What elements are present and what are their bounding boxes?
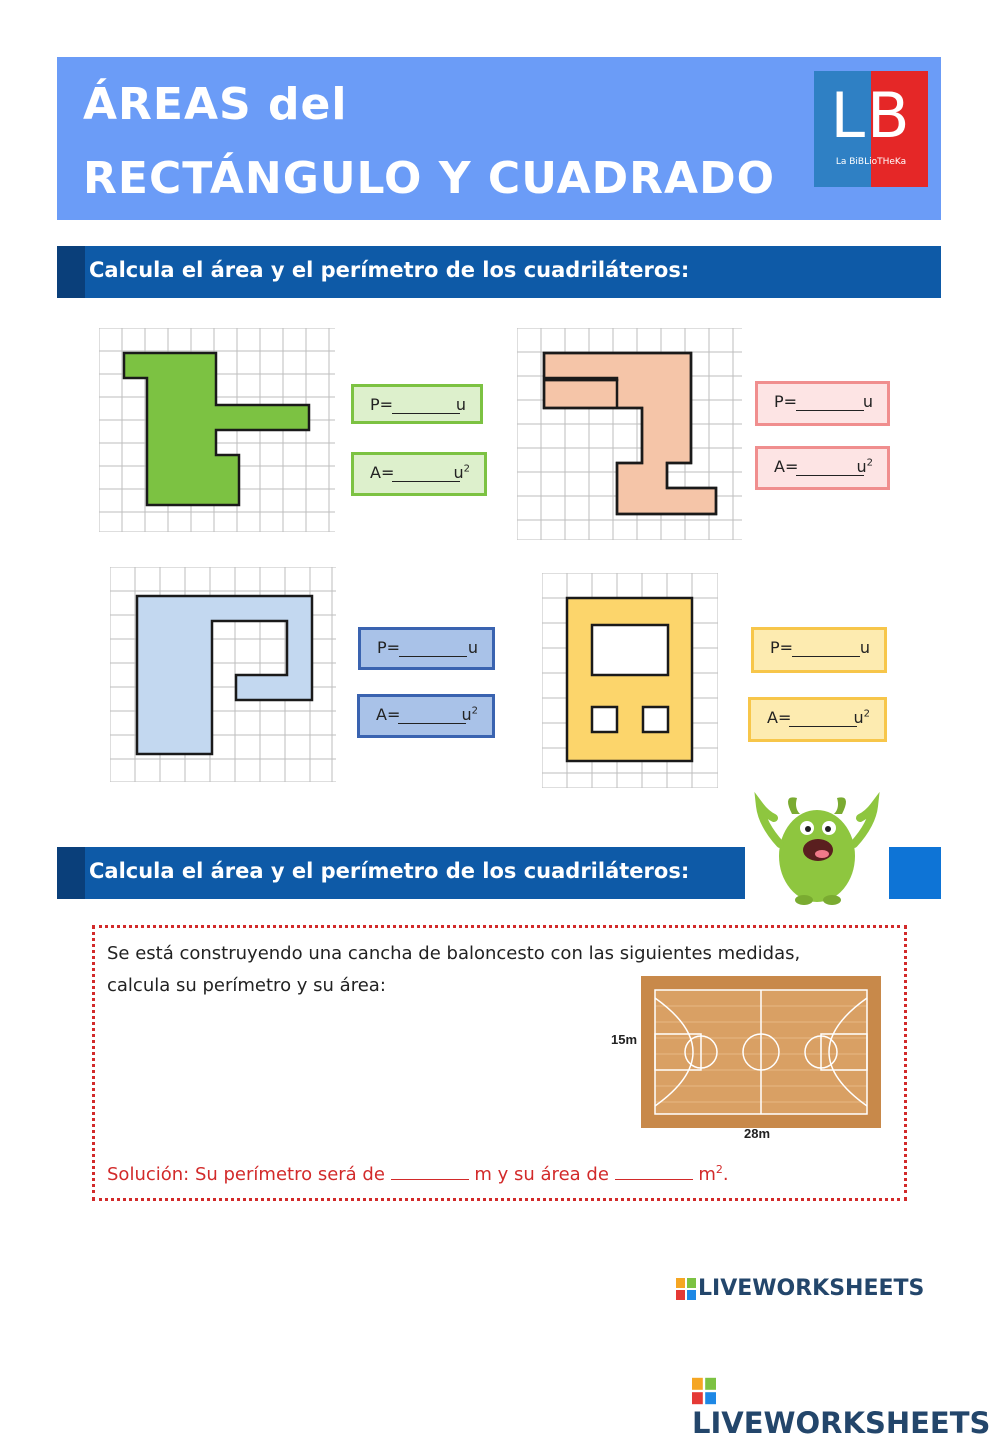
grid-figure-1 (99, 328, 335, 532)
area-answer-box-2[interactable]: A= $u^2$ (755, 446, 890, 490)
court-height-label: 15m (611, 1032, 638, 1047)
solution-line: Solución: Su perímetro será de m y su área de $m^2$. (107, 1163, 729, 1185)
liveworksheets-watermark-icon (692, 1377, 716, 1405)
section-1-title: Calcula el área y el perímetro de los cuadriláteros: (89, 258, 690, 282)
section-2-bar-end (889, 847, 941, 899)
yellow-shape (567, 598, 692, 761)
section-2-bar (57, 847, 745, 899)
blue-shape (137, 596, 312, 754)
perimeter-answer-box-2[interactable]: P= u (755, 381, 890, 426)
area-answer-box-1[interactable]: A= $u^2$ (351, 452, 487, 496)
grid-figure-4 (542, 573, 718, 788)
logo-caption: La BiBLioTHeKa (835, 157, 907, 167)
header-banner (57, 57, 941, 220)
title-line-2: RECTÁNGULO Y CUADRADO (83, 153, 776, 204)
logo-letters: LB (830, 79, 912, 152)
perimeter-answer-box-4[interactable]: P= u (751, 627, 887, 673)
la-bibliotheka-logo (814, 71, 928, 187)
section-2-title: Calcula el área y el perímetro de los cuadriláteros: (89, 859, 690, 883)
area-blank[interactable] (615, 1179, 693, 1180)
section-1-bar (57, 246, 941, 298)
grid-figure-2 (517, 328, 742, 540)
perimeter-blank[interactable] (391, 1179, 469, 1180)
basketball-court-illustration (641, 976, 881, 1128)
area-answer-box-4[interactable]: A= $u^2$ (748, 697, 887, 742)
perimeter-answer-box-1[interactable]: P= u (351, 384, 483, 424)
liveworksheets-icon (676, 1278, 696, 1300)
area-answer-box-3[interactable]: A= $u^2$ (357, 694, 495, 738)
problem-line-2: calcula su perímetro y su área: (107, 975, 386, 996)
court-width-label: 28m (744, 1126, 771, 1141)
grid-figure-3 (110, 567, 336, 782)
green-shape (124, 353, 309, 505)
perimeter-answer-box-3[interactable]: P= u (358, 627, 495, 670)
liveworksheets-watermark: LIVEWORKSHEETS (692, 1372, 1000, 1440)
problem-line-1: Se está construyendo una cancha de baloncesto con las siguientes medidas, (107, 943, 801, 964)
title-line-1: ÁREAS del (83, 79, 348, 130)
green-monster-illustration (752, 784, 882, 908)
liveworksheets-logo: LIVEWORKSHEETS (676, 1276, 924, 1301)
